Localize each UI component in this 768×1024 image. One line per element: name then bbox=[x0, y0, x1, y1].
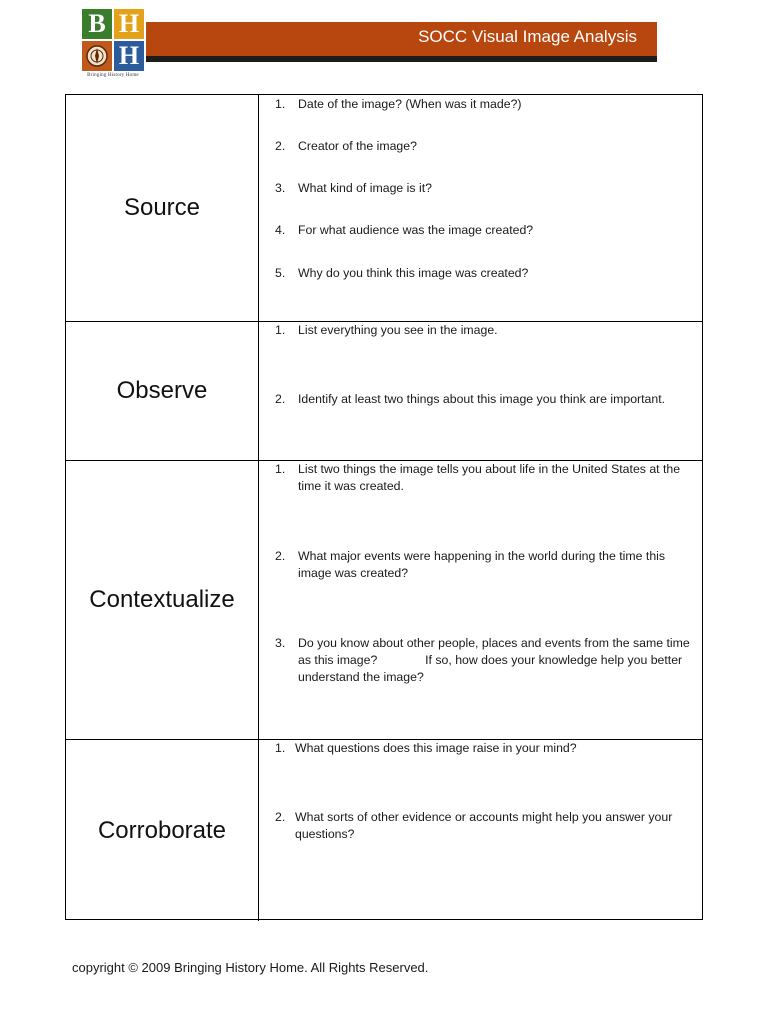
questions-cell-contextualize bbox=[259, 461, 702, 739]
question-number: 1. bbox=[275, 462, 286, 476]
question-text: What sorts of other evidence or accounts might help you answer your questions? bbox=[295, 810, 673, 841]
section-row-corroborate bbox=[66, 740, 702, 921]
question-number: 1. bbox=[275, 323, 286, 337]
question-number: 1. bbox=[275, 741, 286, 755]
question-number: 1. bbox=[275, 97, 286, 111]
banner-underline bbox=[146, 56, 657, 62]
question-item bbox=[275, 222, 694, 239]
bringing-history-home-logo bbox=[82, 9, 144, 79]
logo-tile-h2: H bbox=[114, 41, 144, 71]
question-text: Identify at least two things about this image you think are important. bbox=[298, 392, 666, 406]
compass-icon bbox=[85, 44, 109, 68]
questions-cell-observe bbox=[259, 322, 702, 460]
questions-cell-corroborate bbox=[259, 740, 702, 921]
question-number: 2. bbox=[275, 139, 286, 153]
section-label-cell bbox=[66, 740, 259, 921]
copyright-footer: copyright © 2009 Bringing History Home. All Rights Reserved. bbox=[72, 960, 429, 975]
section-label-contextualize: Contextualize bbox=[89, 586, 235, 613]
question-text: Why do you think this image was created? bbox=[298, 266, 529, 280]
question-text: What questions does this image raise in your mind? bbox=[295, 741, 577, 755]
question-text: Date of the image? (When was it made?) bbox=[298, 97, 522, 111]
analysis-table bbox=[65, 94, 703, 920]
question-number: 2. bbox=[275, 810, 286, 824]
question-item bbox=[275, 96, 694, 113]
title-banner bbox=[146, 22, 657, 56]
question-item bbox=[275, 548, 694, 582]
question-number: 2. bbox=[275, 392, 286, 406]
question-text: What kind of image is it? bbox=[298, 181, 432, 195]
question-text: For what audience was the image created? bbox=[298, 223, 534, 237]
question-text: List everything you see in the image. bbox=[298, 323, 498, 337]
logo-tile-b: B bbox=[82, 9, 112, 39]
logo-tile-h: H bbox=[114, 9, 144, 39]
question-text: Do you know about other people, places and events from the same time as this image? If so, how does your knowledge help you better understand the image? bbox=[298, 636, 694, 684]
question-text: List two things the image tells you about life in the United States at the time it was created. bbox=[298, 462, 681, 493]
section-row-source bbox=[66, 95, 702, 322]
section-row-contextualize bbox=[66, 461, 702, 740]
question-item bbox=[275, 809, 694, 843]
section-label-cell bbox=[66, 95, 259, 321]
question-item bbox=[275, 740, 694, 757]
question-number: 2. bbox=[275, 549, 286, 563]
question-item bbox=[275, 138, 694, 155]
question-text: Creator of the image? bbox=[298, 139, 417, 153]
question-number: 3. bbox=[275, 181, 286, 195]
question-number: 4. bbox=[275, 223, 286, 237]
question-item bbox=[275, 635, 694, 686]
section-label-cell bbox=[66, 461, 259, 739]
questions-cell-source bbox=[259, 95, 702, 321]
question-item bbox=[275, 322, 694, 339]
page-title: SOCC Visual Image Analysis bbox=[418, 27, 637, 46]
question-item bbox=[275, 461, 694, 495]
section-label-corroborate: Corroborate bbox=[97, 816, 227, 844]
logo-tiles bbox=[82, 9, 144, 71]
section-label-observe: Observe bbox=[116, 377, 208, 404]
question-number: 3. bbox=[275, 636, 286, 650]
logo-tile-compass-icon bbox=[82, 41, 112, 71]
question-item bbox=[275, 391, 694, 408]
question-item bbox=[275, 265, 694, 282]
question-number: 5. bbox=[275, 266, 286, 280]
question-text: What major events were happening in the world during the time this image was created? bbox=[298, 549, 666, 580]
section-row-observe bbox=[66, 322, 702, 461]
logo-tagline: Bringing History Home bbox=[87, 73, 139, 78]
section-label-cell bbox=[66, 322, 259, 460]
section-label-source: Source bbox=[123, 194, 201, 221]
question-item bbox=[275, 180, 694, 197]
